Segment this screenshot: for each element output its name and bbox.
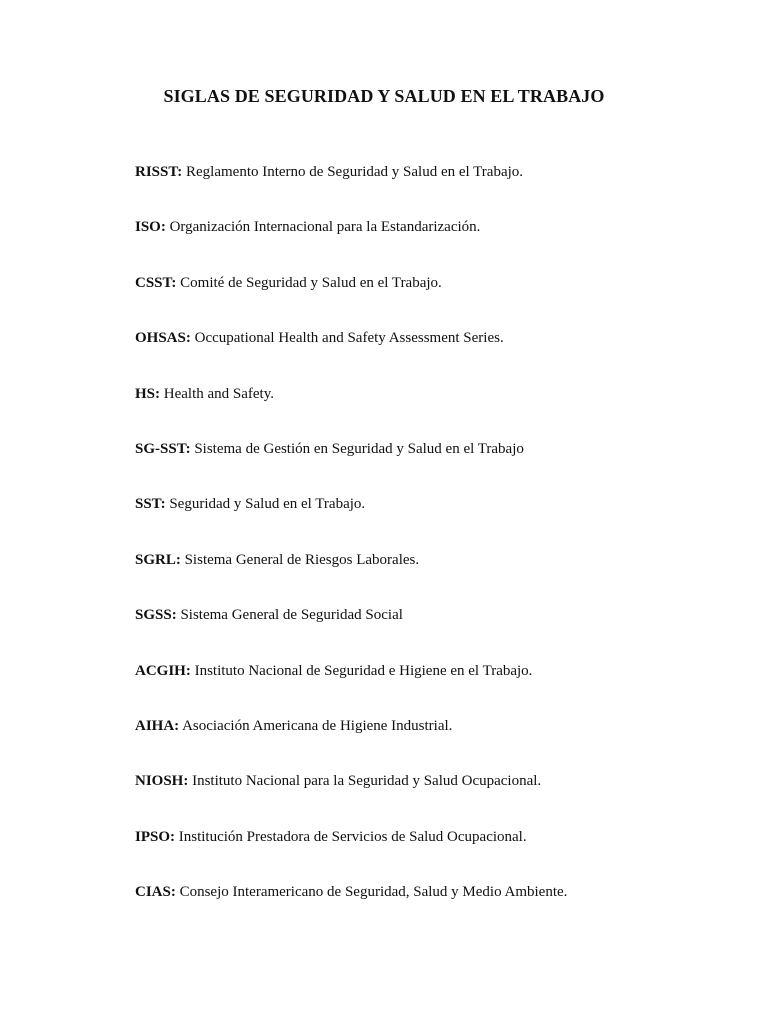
document-title: SIGLAS DE SEGURIDAD Y SALUD EN EL TRABAJO [163,86,605,106]
acronym-entry-niosh [135,771,735,826]
acronym-entry-sst [135,494,735,549]
acronym-definition: Occupational Health and Safety Assessment Series. [190,330,504,347]
acronym-entry-aiha [135,716,735,771]
acronym-abbr: NIOSH: [135,773,189,790]
acronym-definition: Sistema General de Riesgos Laborales. [180,551,420,568]
acronym-abbr: SGRL: [135,551,181,568]
acronym-definition: Consejo Interamericano de Seguridad, Salud y Medio Ambiente. [175,884,568,901]
acronym-abbr: CSST: [135,274,177,291]
acronym-entry-sgss [135,605,735,660]
acronym-abbr: HS: [135,385,161,402]
acronym-abbr: SG-SST: [135,440,191,457]
acronym-entry-hs [135,384,735,439]
acronym-abbr: ACGIH: [135,662,191,679]
acronym-abbr: CIAS: [135,884,176,901]
acronym-definition: Organización Internacional para la Estandarización. [165,219,481,236]
acronym-definition: Seguridad y Salud en el Trabajo. [165,496,366,513]
acronym-entry-cias [135,882,735,937]
acronym-definition: Comité de Seguridad y Salud en el Trabajo. [176,274,442,291]
acronym-abbr: SST: [135,496,166,513]
acronym-entry-ohsas [135,328,735,383]
acronym-definition: Institución Prestadora de Servicios de Salud Ocupacional. [175,828,527,845]
acronym-abbr: SGSS: [135,607,177,624]
acronym-list [135,162,735,937]
acronym-definition: Sistema de Gestión en Seguridad y Salud en el Trabajo [190,440,524,457]
acronym-entry-ipso [135,827,735,882]
acronym-definition: Instituto Nacional para la Seguridad y Salud Ocupacional. [188,773,542,790]
acronym-definition: Instituto Nacional de Seguridad e Higiene en el Trabajo. [190,662,533,679]
acronym-entry-iso [135,217,735,272]
acronym-entry-risst [135,162,735,217]
acronym-abbr: RISST: [135,164,183,180]
acronym-entry-csst [135,273,735,328]
acronym-abbr: IPSO: [135,828,176,845]
acronym-entry-sg-sst [135,439,735,494]
acronym-definition: Health and Safety. [160,385,275,402]
acronym-definition: Asociación Americana de Higiene Industrial. [179,717,453,734]
acronym-entry-acgih [135,661,735,716]
acronym-definition: Sistema General de Seguridad Social [176,607,403,624]
acronym-entry-sgrl [135,550,735,605]
acronym-definition: Reglamento Interno de Seguridad y Salud en el Trabajo. [182,164,524,180]
acronym-abbr: ISO: [135,219,166,236]
acronym-abbr: AIHA: [135,717,180,734]
acronym-abbr: OHSAS: [135,330,191,347]
